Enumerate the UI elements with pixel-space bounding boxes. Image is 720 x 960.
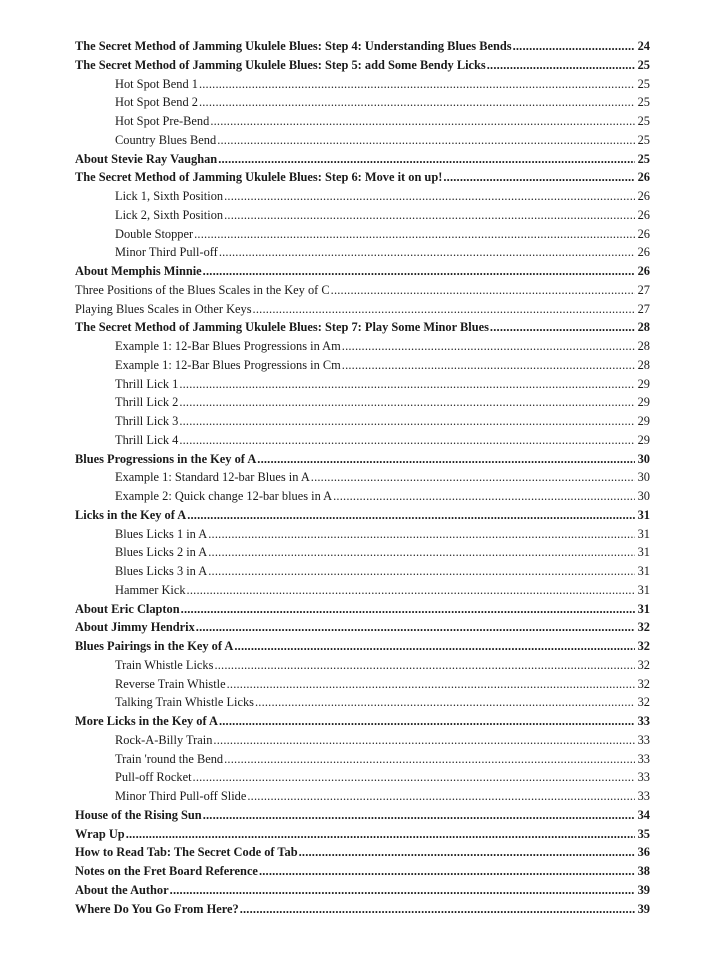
dot-leader — [179, 412, 635, 431]
toc-entry-page-number: 28 — [637, 320, 650, 335]
dot-leader — [299, 843, 635, 862]
dot-leader — [227, 675, 635, 694]
toc-entry-page-number: 34 — [637, 807, 650, 822]
dot-leader — [126, 825, 635, 844]
dot-leader — [219, 243, 635, 262]
toc-entry[interactable] — [75, 281, 650, 300]
toc-entry-title: About Eric Clapton — [75, 601, 180, 616]
toc-entry[interactable] — [75, 806, 650, 825]
dot-leader — [210, 112, 635, 131]
toc-entry-title: Hot Spot Bend 2 — [115, 95, 198, 110]
toc-entry[interactable] — [75, 56, 650, 75]
toc-entry-page-number: 33 — [637, 732, 650, 747]
dot-leader — [208, 562, 635, 581]
toc-entry-title: Licks in the Key of A — [75, 507, 187, 522]
dot-leader — [179, 375, 635, 394]
toc-entry-title: Blues Licks 3 in A — [115, 564, 208, 578]
toc-entry[interactable] — [75, 693, 650, 712]
dot-leader — [218, 150, 635, 169]
toc-entry-page-number: 31 — [637, 601, 650, 616]
toc-entry-page-number: 36 — [637, 845, 650, 860]
toc-entry-page-number: 32 — [637, 639, 650, 653]
toc-entry-title: Reverse Train Whistle — [115, 676, 226, 691]
toc-entry[interactable] — [75, 300, 650, 319]
toc-entry[interactable] — [75, 431, 650, 450]
dot-leader — [311, 468, 635, 487]
toc-entry-title: Rock-A-Billy Train — [115, 732, 213, 747]
toc-entry-page-number: 29 — [637, 432, 650, 447]
toc-entry-title: About Stevie Ray Vaughan — [75, 151, 218, 166]
toc-entry-page-number: 27 — [637, 282, 650, 297]
toc-entry-title: Hot Spot Bend 1 — [115, 76, 198, 91]
toc-entry-page-number: 35 — [637, 826, 650, 841]
toc-entry-page-number: 24 — [637, 39, 650, 53]
toc-entry-title: The Secret Method of Jamming Ukulele Blues: Step 5: add Some Bendy Licks — [75, 57, 486, 72]
toc-entry-title: About Memphis Minnie — [75, 264, 202, 278]
toc-entry-page-number: 28 — [637, 357, 650, 372]
toc-entry[interactable] — [75, 656, 650, 675]
toc-entry-title: Hot Spot Pre-Bend — [115, 114, 210, 128]
toc-entry-title: The Secret Method of Jamming Ukulele Blues: Step 7: Play Some Minor Blues — [75, 320, 489, 335]
dot-leader — [234, 637, 635, 656]
toc-entry[interactable] — [75, 825, 650, 844]
dot-leader — [208, 525, 635, 544]
toc-entry[interactable] — [75, 262, 650, 281]
toc-entry-page-number: 26 — [637, 245, 650, 260]
toc-entry-title: Train 'round the Bend — [115, 751, 224, 766]
toc-entry-page-number: 33 — [637, 714, 650, 728]
toc-entry-page-number: 32 — [637, 676, 650, 691]
toc-entry-page-number: 26 — [637, 207, 650, 222]
toc-entry-page-number: 27 — [637, 301, 650, 316]
table-of-contents — [75, 37, 650, 918]
toc-entry[interactable] — [75, 862, 650, 881]
toc-entry-page-number: 26 — [637, 226, 650, 241]
toc-entry-title: Talking Train Whistle Licks — [115, 695, 254, 710]
toc-entry-title: Double Stopper — [115, 226, 194, 241]
toc-entry[interactable] — [75, 356, 650, 375]
toc-entry[interactable] — [75, 337, 650, 356]
toc-entry[interactable] — [75, 618, 650, 637]
dot-leader — [224, 750, 635, 769]
toc-entry-title: How to Read Tab: The Secret Code of Tab — [75, 845, 298, 860]
dot-leader — [213, 731, 635, 750]
dot-leader — [187, 581, 635, 600]
toc-entry[interactable] — [75, 881, 650, 900]
toc-entry-title: Thrill Lick 4 — [115, 432, 179, 447]
toc-entry-page-number: 39 — [637, 901, 650, 916]
toc-entry-title: Where Do You Go From Here? — [75, 901, 239, 916]
toc-entry-page-number: 30 — [637, 489, 650, 503]
dot-leader — [179, 393, 635, 412]
dot-leader — [253, 300, 635, 319]
toc-entry[interactable] — [75, 37, 650, 56]
toc-entry[interactable] — [75, 468, 650, 487]
toc-entry-title: Train Whistle Licks — [115, 657, 214, 672]
toc-entry[interactable] — [75, 150, 650, 169]
toc-entry-page-number: 32 — [637, 695, 650, 710]
toc-entry-title: Hammer Kick — [115, 582, 186, 597]
toc-entry-page-number: 25 — [637, 151, 650, 166]
toc-entry[interactable] — [75, 93, 650, 112]
dot-leader — [181, 600, 635, 619]
toc-entry-page-number: 29 — [637, 414, 650, 428]
toc-entry[interactable] — [75, 187, 650, 206]
toc-entry-title: Wrap Up — [75, 826, 125, 841]
toc-entry[interactable] — [75, 206, 650, 225]
toc-entry[interactable] — [75, 412, 650, 431]
toc-entry[interactable] — [75, 600, 650, 619]
dot-leader — [199, 93, 635, 112]
toc-entry-page-number: 31 — [637, 564, 650, 578]
dot-leader — [240, 900, 635, 919]
toc-entry-page-number: 32 — [637, 620, 650, 635]
toc-entry-page-number: 39 — [637, 882, 650, 897]
toc-entry[interactable] — [75, 581, 650, 600]
toc-entry-title: Lick 1, Sixth Position — [115, 189, 224, 203]
dot-leader — [259, 862, 635, 881]
dot-leader — [513, 37, 635, 56]
dot-leader — [203, 806, 635, 825]
toc-entry[interactable] — [75, 506, 650, 525]
toc-entry-page-number: 28 — [637, 339, 650, 353]
toc-entry-title: Thrill Lick 1 — [115, 376, 179, 391]
toc-entry[interactable] — [75, 768, 650, 787]
toc-entry-title: Blues Pairings in the Key of A — [75, 639, 234, 653]
toc-entry[interactable] — [75, 637, 650, 656]
toc-entry-page-number: 25 — [637, 57, 650, 72]
dot-leader — [487, 56, 635, 75]
toc-entry-page-number: 31 — [637, 507, 650, 522]
toc-entry-title: More Licks in the Key of A — [75, 714, 218, 728]
toc-entry-page-number: 26 — [637, 189, 650, 203]
dot-leader — [193, 768, 635, 787]
dot-leader — [196, 618, 635, 637]
toc-entry-title: Lick 2, Sixth Position — [115, 207, 224, 222]
toc-entry-title: About the Author — [75, 882, 169, 897]
dot-leader — [199, 75, 635, 94]
toc-entry-page-number: 30 — [637, 470, 650, 485]
toc-entry-title: Thrill Lick 3 — [115, 414, 179, 428]
dot-leader — [208, 543, 635, 562]
dot-leader — [179, 431, 635, 450]
toc-entry-page-number: 33 — [637, 770, 650, 785]
dot-leader — [194, 225, 635, 244]
toc-entry[interactable] — [75, 843, 650, 862]
toc-entry-title: Thrill Lick 2 — [115, 395, 179, 410]
dot-leader — [257, 450, 635, 469]
dot-leader — [342, 356, 635, 375]
dot-leader — [224, 187, 635, 206]
toc-entry-page-number: 25 — [637, 95, 650, 110]
toc-entry[interactable] — [75, 487, 650, 506]
toc-entry[interactable] — [75, 525, 650, 544]
dot-leader — [443, 168, 635, 187]
dot-leader — [224, 206, 635, 225]
toc-entry[interactable] — [75, 112, 650, 131]
dot-leader — [203, 262, 635, 281]
dot-leader — [217, 131, 635, 150]
toc-entry-page-number: 29 — [637, 376, 650, 391]
toc-entry-title: Example 1: 12-Bar Blues Progressions in Cm — [115, 357, 341, 372]
dot-leader — [219, 712, 635, 731]
toc-entry-title: Blues Licks 2 in A — [115, 545, 208, 560]
toc-entry-page-number: 25 — [637, 76, 650, 91]
dot-leader — [255, 693, 635, 712]
toc-entry-title: Example 1: Standard 12-bar Blues in A — [115, 470, 310, 485]
toc-entry[interactable] — [75, 712, 650, 731]
toc-entry-title: Minor Third Pull-off — [115, 245, 218, 260]
toc-entry[interactable] — [75, 318, 650, 337]
toc-entry[interactable] — [75, 450, 650, 469]
toc-entry[interactable] — [75, 375, 650, 394]
toc-entry-title: Example 1: 12-Bar Blues Progressions in Am — [115, 339, 341, 353]
toc-entry-title: Country Blues Bend — [115, 132, 217, 147]
toc-entry-page-number: 26 — [637, 170, 650, 185]
toc-entry-title: Three Positions of the Blues Scales in the Key of C — [75, 282, 330, 297]
toc-entry-page-number: 31 — [637, 582, 650, 597]
toc-entry-title: The Secret Method of Jamming Ukulele Blues: Step 6: Move it on up! — [75, 170, 443, 185]
toc-entry-title: Playing Blues Scales in Other Keys — [75, 301, 252, 316]
toc-entry[interactable] — [75, 750, 650, 769]
dot-leader — [247, 787, 635, 806]
toc-entry-title: House of the Rising Sun — [75, 807, 202, 822]
toc-entry-page-number: 25 — [637, 114, 650, 128]
toc-entry-title: Notes on the Fret Board Reference — [75, 864, 258, 878]
dot-leader — [214, 656, 635, 675]
toc-entry-title: Minor Third Pull-off Slide — [115, 789, 247, 803]
toc-entry-page-number: 32 — [637, 657, 650, 672]
toc-entry-title: Blues Progressions in the Key of A — [75, 451, 257, 466]
toc-entry[interactable] — [75, 731, 650, 750]
toc-entry[interactable] — [75, 562, 650, 581]
toc-entry[interactable] — [75, 675, 650, 694]
toc-entry-title: Blues Licks 1 in A — [115, 526, 208, 541]
dot-leader — [333, 487, 635, 506]
toc-entry[interactable] — [75, 787, 650, 806]
toc-entry[interactable] — [75, 393, 650, 412]
dot-leader — [490, 318, 635, 337]
toc-entry[interactable] — [75, 168, 650, 187]
toc-entry-page-number: 26 — [637, 264, 650, 278]
dot-leader — [342, 337, 635, 356]
toc-entry-title: Example 2: Quick change 12-bar blues in A — [115, 489, 333, 503]
toc-entry[interactable] — [75, 243, 650, 262]
toc-entry[interactable] — [75, 543, 650, 562]
toc-entry-page-number: 29 — [637, 395, 650, 410]
toc-entry[interactable] — [75, 75, 650, 94]
toc-entry-title: About Jimmy Hendrix — [75, 620, 195, 635]
toc-entry-page-number: 33 — [637, 751, 650, 766]
toc-entry[interactable] — [75, 225, 650, 244]
toc-entry-page-number: 33 — [637, 789, 650, 803]
dot-leader — [331, 281, 635, 300]
toc-entry-page-number: 38 — [637, 864, 650, 878]
dot-leader — [187, 506, 635, 525]
toc-entry-page-number: 25 — [637, 132, 650, 147]
toc-entry-page-number: 30 — [637, 451, 650, 466]
toc-entry-title: Pull-off Rocket — [115, 770, 192, 785]
toc-entry-page-number: 31 — [637, 545, 650, 560]
toc-entry-page-number: 31 — [637, 526, 650, 541]
dot-leader — [170, 881, 635, 900]
toc-entry[interactable] — [75, 131, 650, 150]
toc-entry-title: The Secret Method of Jamming Ukulele Blues: Step 4: Understanding Blues Bends — [75, 39, 512, 53]
toc-entry[interactable] — [75, 900, 650, 919]
